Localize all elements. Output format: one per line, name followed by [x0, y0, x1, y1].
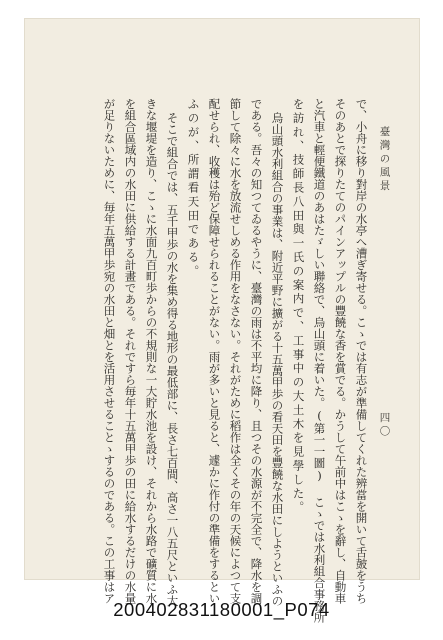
archive-id-caption: 200402831180001_P074: [113, 599, 330, 620]
text-column: で、小舟に移り對岸の水亭へ漕ぎ寄せる。こゝでは有志が準備してくれた辨當を開いて舌皷をうち: [354, 98, 369, 604]
text-column: を訪れ、技師長八田與一氏の案内で、工事中の大土木を見學した。: [291, 98, 306, 515]
text-column: ふのが、所謂看天田である。: [186, 98, 201, 279]
text-column: そのあとで探りたてのパインアップルの豐饒な香を賞でる。かうして午前中はこゝを辭し、自動車: [333, 98, 348, 604]
text-column: きな堰堤を造り、こゝに水面九百町歩からの不規則な一大貯水池を設け、それから水路で礦質に水: [144, 98, 159, 604]
text-column: 節して除々に水を放流せしめる作用をなさない。それがために稻作は全くその年の天候によつて支: [228, 98, 243, 604]
text-column: 配せられ、收穫は殆ど保障せられることがない。雨が多いと見ると、遽かに作付の準備をするとい: [207, 98, 222, 604]
text-column: が足りないために、毎年五萬甲歩宛の水田と畑とを活用させることゝするのである。この工事はア: [102, 98, 117, 604]
text-column: 烏山頭水利組合の事業は、附近平野に擴がる十五萬甲歩の看天田を豐饒な水田にしようといふの: [270, 112, 285, 607]
text-column: と汽車と輕便鐵道のあはたゞしい聯絡で、烏山頭に着いた。(第一一圖) こゝでは水利組合事務所: [312, 98, 327, 623]
running-header-title: 臺灣の風景: [378, 126, 391, 194]
text-column: を組合區域内の水田に供給する計畫である。それですら毎年十五萬甲歩の田に給水するだけの水量: [123, 98, 138, 604]
text-column: そこで組合では、五千甲歩の水を集め得る地形の最低部に、長さ七百間、高さ一八五尺といふ大: [165, 112, 180, 607]
page-number: 四〇: [378, 412, 391, 439]
text-column: である。吾々の知つてゐるやうに、臺灣の雨は不平均に降り、且つその水源が不完全で、降水を調: [249, 98, 264, 604]
